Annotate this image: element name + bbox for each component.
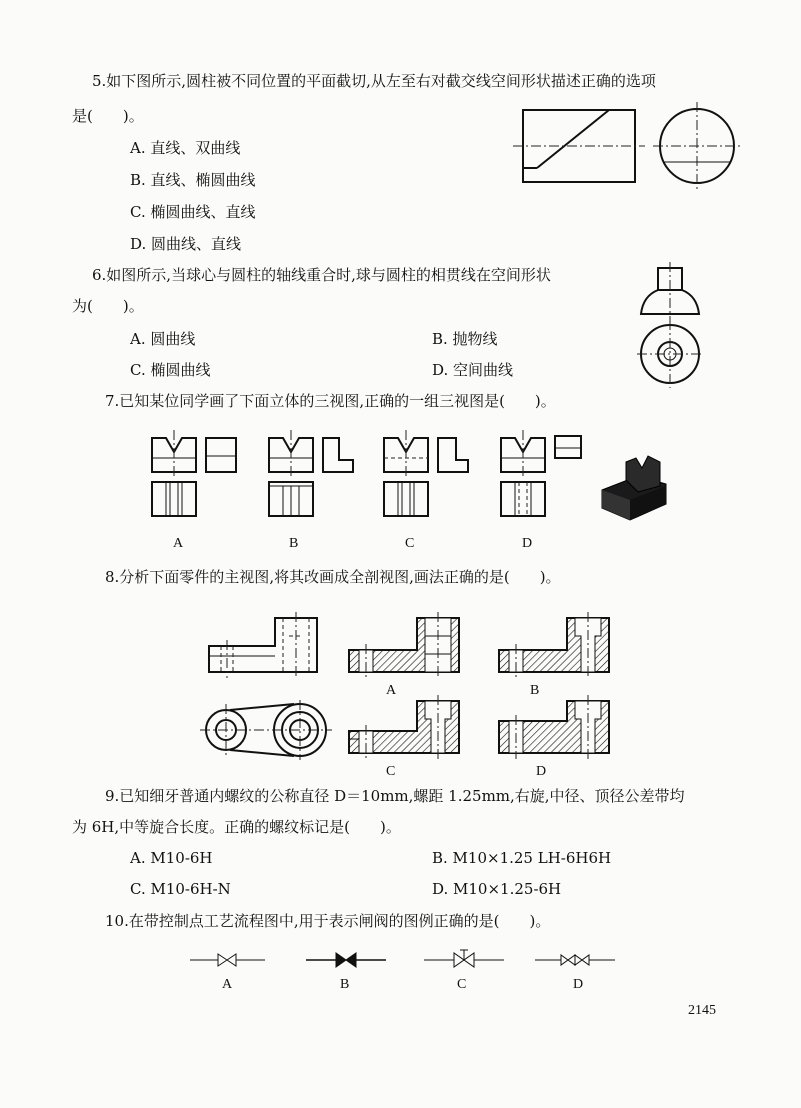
q10-valve-symbol-a[interactable] xyxy=(190,950,265,970)
q7-view-set-b[interactable] xyxy=(265,430,360,520)
q5-stem-line1: 5.如下图所示,圆柱被不同位置的平面截切,从左至右对截交线空间形状描述正确的选项 xyxy=(92,72,656,90)
q8-stem: 8.分析下面零件的主视图,将其改画成全剖视图,画法正确的是( )。 xyxy=(105,568,561,586)
q7-label-b[interactable]: B xyxy=(289,536,299,551)
q8-option-a-section[interactable] xyxy=(345,610,475,680)
q9-option-b[interactable]: B. M10×1.25 LH-6H6H xyxy=(432,849,612,867)
q10-label-b[interactable]: B xyxy=(340,977,350,992)
q10-label-c[interactable]: C xyxy=(457,977,467,992)
q5-option-b[interactable]: B. 直线、椭圆曲线 xyxy=(130,171,256,189)
q8-label-b[interactable]: B xyxy=(530,683,540,698)
q10-label-a[interactable]: A xyxy=(222,977,233,992)
q7-stem: 7.已知某位同学画了下面立体的三视图,正确的一组三视图是( )。 xyxy=(105,392,556,410)
q6-stem-line1: 6.如图所示,当球心与圆柱的轴线重合时,球与圆柱的相贯线在空间形状 xyxy=(92,266,551,284)
q8-label-c[interactable]: C xyxy=(386,764,396,779)
q7-label-a[interactable]: A xyxy=(173,536,184,551)
q6-stem-line2: 为( )。 xyxy=(72,297,144,315)
q8-option-d-section[interactable] xyxy=(495,695,625,765)
q7-label-d[interactable]: D xyxy=(522,536,533,551)
q10-valve-symbol-d[interactable] xyxy=(535,950,615,970)
q5-option-a[interactable]: A. 直线、双曲线 xyxy=(130,139,241,157)
q8-original-top-view xyxy=(200,700,335,760)
q7-view-set-c[interactable] xyxy=(380,430,475,520)
q6-option-a[interactable]: A. 圆曲线 xyxy=(130,330,196,348)
q6-option-d[interactable]: D. 空间曲线 xyxy=(432,361,514,379)
q5-option-c[interactable]: C. 椭圆曲线、直线 xyxy=(130,203,256,221)
q9-option-d[interactable]: D. M10×1.25-6H xyxy=(432,880,562,898)
q9-option-c[interactable]: C. M10-6H-N xyxy=(130,880,231,898)
q6-option-c[interactable]: C. 椭圆曲线 xyxy=(130,361,211,379)
q9-option-a[interactable]: A. M10-6H xyxy=(130,849,213,867)
q7-solid-isometric xyxy=(598,452,670,524)
q5-option-d[interactable]: D. 圆曲线、直线 xyxy=(130,235,242,253)
q10-valve-symbol-c[interactable] xyxy=(424,948,504,970)
q5-stem-line2: 是( )。 xyxy=(72,107,144,125)
q8-label-d[interactable]: D xyxy=(536,764,547,779)
q8-option-c-section[interactable] xyxy=(345,695,475,765)
q7-view-set-a[interactable] xyxy=(148,430,243,520)
q5-cylinder-figure xyxy=(505,100,745,195)
q8-label-a[interactable]: A xyxy=(386,683,397,698)
q10-stem: 10.在带控制点工艺流程图中,用于表示闸阀的图例正确的是( )。 xyxy=(105,912,551,930)
page-number: 2145 xyxy=(688,1003,716,1018)
q7-label-c[interactable]: C xyxy=(405,536,415,551)
q9-stem-line1: 9.已知细牙普通内螺纹的公称直径 D＝10mm,螺距 1.25mm,右旋,中径、顶径公差带均 xyxy=(105,787,685,805)
q8-original-front-view xyxy=(205,610,335,680)
q6-sphere-cylinder-figure xyxy=(635,262,705,392)
q8-option-b-section[interactable] xyxy=(495,610,625,680)
q6-option-b[interactable]: B. 抛物线 xyxy=(432,330,498,348)
q7-view-set-d[interactable] xyxy=(497,430,592,520)
q9-stem-line2: 为 6H,中等旋合长度。正确的螺纹标记是( )。 xyxy=(72,818,401,836)
q10-valve-symbol-b[interactable] xyxy=(306,950,386,970)
q10-label-d[interactable]: D xyxy=(573,977,584,992)
